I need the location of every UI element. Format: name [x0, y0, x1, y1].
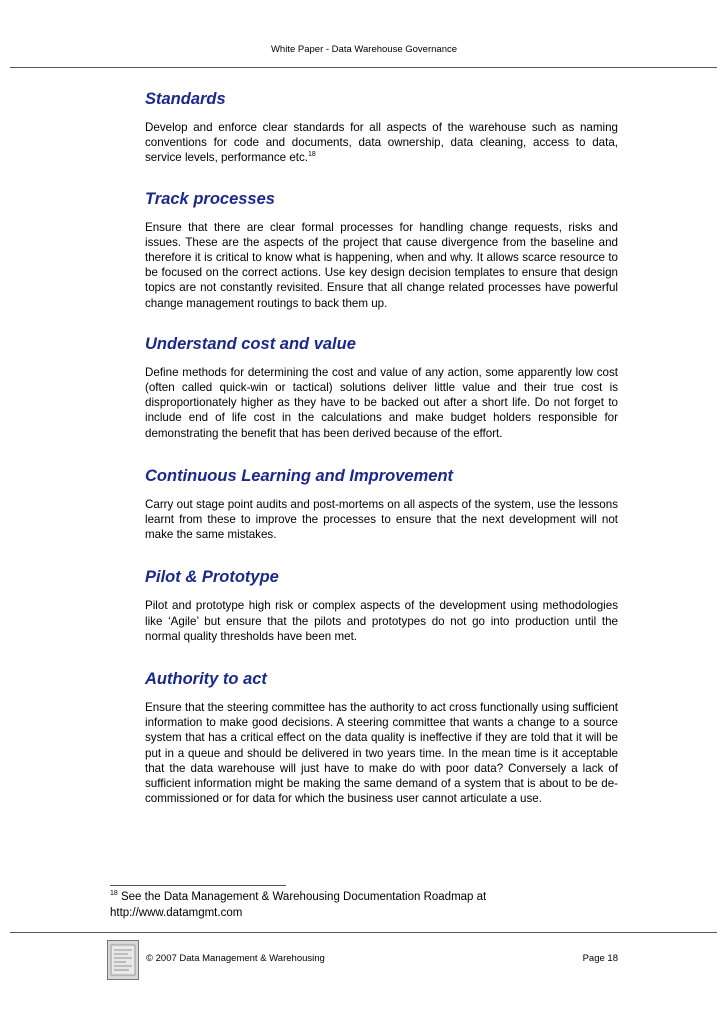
footnote-divider [110, 885, 286, 886]
document-body [145, 88, 618, 806]
section-cost-value [145, 333, 618, 441]
section-standards [145, 88, 618, 166]
footer-copyright: © 2007 Data Management & Warehousing [146, 953, 325, 964]
footnote [110, 890, 670, 921]
section-heading: Continuous Learning and Improvement [145, 466, 454, 485]
section-heading: Pilot & Prototype [145, 568, 279, 587]
header-divider [10, 67, 717, 68]
section-continuous-learning [145, 465, 618, 543]
footnote-ref[interactable]: 18 [308, 151, 316, 159]
section-heading: Authority to act [145, 670, 267, 689]
section-paragraph: Carry out stage point audits and post-mortems on all aspects of the system, use the lessons learnt from these to improve the processes to ensure that the next development will not make the same mistakes. [145, 497, 618, 542]
footnote-link[interactable]: http://www.datamgmt.com [110, 906, 243, 919]
section-heading: Standards [145, 90, 226, 108]
section-paragraph: Develop and enforce clear standards for all aspects of the warehouse such as naming conventions for code and documents, data ownership, data cleaning, access to data, service levels, performance etc.$^{18}$ [145, 121, 618, 165]
section-paragraph: Define methods for determining the cost and value of any action, some apparently low cost (often called quick-win or tactical) solutions deliver little value and their true cost is disproportionately higher as they have to be backed out after a short life. Do not forget to include end of life cost in the calculations and make budget holders responsible for demonstrating the benefit that has been derived because of the effort. [145, 365, 618, 440]
section-track-processes [145, 188, 618, 311]
section-heading: Understand cost and value [145, 334, 356, 353]
page-header [0, 44, 728, 55]
header-title: White Paper - Data Warehouse Governance [270, 44, 458, 55]
section-paragraph: Ensure that there are clear formal processes for handling change requests, risks and issues. These are the aspects of the project that cause divergence from the baseline and therefore it is critical to know what is happening, when and why. It allows scarce resource to be focused on the correct actions. Use key design decision templates to ensure that design topics are not constantly revisited. Ensure that all change related processes have powerful change management routings to back them up. [145, 220, 618, 310]
section-pilot-prototype [145, 566, 618, 644]
section-paragraph: Ensure that the steering committee has the authority to act cross functionally using sufficient information to make good decisions. A steering committee that wants a change to a source system that has a critical effect on the data quality is ineffective if they are told that it will be put in a queue and should be delivered in two years time. In the mean time is it acceptable that the data warehouse will just have to make do with poor data? Conversely a lack of sufficient information might be making the same demand of a system that is about to be de-commissioned or for data for which the business user cannot articulate a use. [145, 701, 618, 806]
section-paragraph: Pilot and prototype high risk or complex aspects of the development using methodologies like ‘Agile’ but ensure that the pilots and prototypes do not go into production until the normal quality thresholds have been met. [145, 599, 618, 643]
section-authority [145, 668, 618, 806]
footer-page-number: Page 18 [582, 953, 618, 964]
company-logo-icon [107, 940, 139, 980]
footer-divider [10, 932, 717, 933]
footnote-text: See the Data Management & Warehousing Documentation Roadmap at [117, 891, 487, 903]
section-heading: Track processes [145, 189, 275, 208]
footnote-number: 18 [110, 890, 118, 898]
